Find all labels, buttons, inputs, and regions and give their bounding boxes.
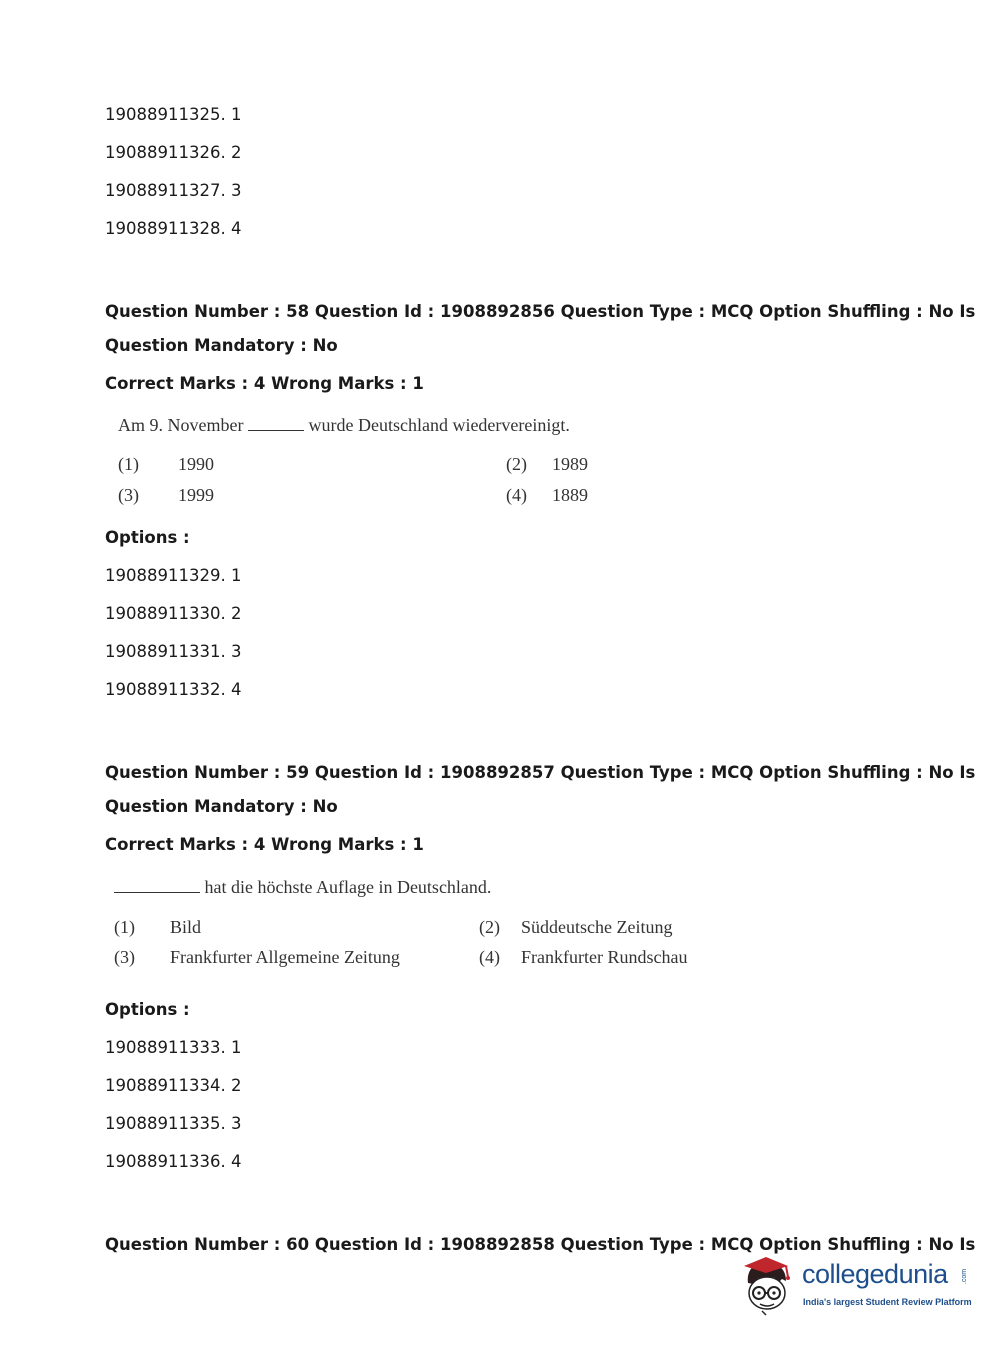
option-line: 19088911328. 4 (105, 219, 242, 238)
logo-dotcom: .com (961, 1268, 969, 1285)
option-line: 19088911334. 2 (105, 1076, 242, 1095)
option-line: 19088911335. 3 (105, 1114, 242, 1133)
choice-num: (1) (118, 454, 139, 474)
question-header: Question Number : 58 Question Id : 1908892856 Question Type : MCQ Option Shuffling : No Is (105, 302, 976, 321)
option-line: 19088911332. 4 (105, 680, 242, 699)
option-line: 19088911331. 3 (105, 642, 242, 661)
logo-tagline: India's largest Student Review Platform (803, 1297, 972, 1307)
option-line: 19088911330. 2 (105, 604, 242, 623)
options-label: Options : (105, 1000, 190, 1019)
option-line: 19088911329. 1 (105, 566, 242, 585)
choice-num: (3) (118, 485, 139, 505)
stem-after: hat die höchste Auflage in Deutschland. (204, 877, 492, 897)
question-marks: Correct Marks : 4 Wrong Marks : 1 (105, 374, 424, 393)
choice-text: 1990 (178, 454, 214, 474)
choice-num: (2) (506, 454, 527, 474)
answer-blank (114, 878, 200, 893)
stem-after: wurde Deutschland wiedervereinigt. (308, 415, 570, 435)
option-line: 19088911336. 4 (105, 1152, 242, 1171)
question-mandatory: Question Mandatory : No (105, 336, 338, 355)
mascot-icon (742, 1253, 804, 1319)
stem-before: Am 9. November (118, 415, 244, 435)
choice-text: 1889 (552, 485, 588, 505)
options-label: Options : (105, 528, 190, 547)
choice-text: 1999 (178, 485, 214, 505)
choice-num: (4) (506, 485, 527, 505)
option-line: 19088911325. 1 (105, 105, 242, 124)
option-line: 19088911333. 1 (105, 1038, 242, 1057)
answer-blank (248, 416, 304, 431)
choice-num: (2) (479, 917, 500, 937)
question-header: Question Number : 60 Question Id : 1908892858 Question Type : MCQ Option Shuffling : No Is (105, 1235, 976, 1254)
choice-num: (3) (114, 947, 135, 967)
choice-num: (4) (479, 947, 500, 967)
logo-wordmark: collegedunia (802, 1259, 948, 1289)
choice-text: Süddeutsche Zeitung (521, 917, 673, 937)
question-stem (118, 415, 570, 436)
question-marks: Correct Marks : 4 Wrong Marks : 1 (105, 835, 424, 854)
question-stem (114, 877, 491, 898)
choice-text: Bild (170, 917, 202, 937)
question-mandatory: Question Mandatory : No (105, 797, 338, 816)
collegedunia-logo (742, 1253, 972, 1319)
option-line: 19088911326. 2 (105, 143, 242, 162)
choice-num: (1) (114, 917, 135, 937)
choice-text: Frankfurter Rundschau (521, 947, 688, 967)
question-header: Question Number : 59 Question Id : 1908892857 Question Type : MCQ Option Shuffling : No Is (105, 763, 976, 782)
option-line: 19088911327. 3 (105, 181, 242, 200)
choice-text: 1989 (552, 454, 588, 474)
choice-text: Frankfurter Allgemeine Zeitung (170, 947, 400, 967)
